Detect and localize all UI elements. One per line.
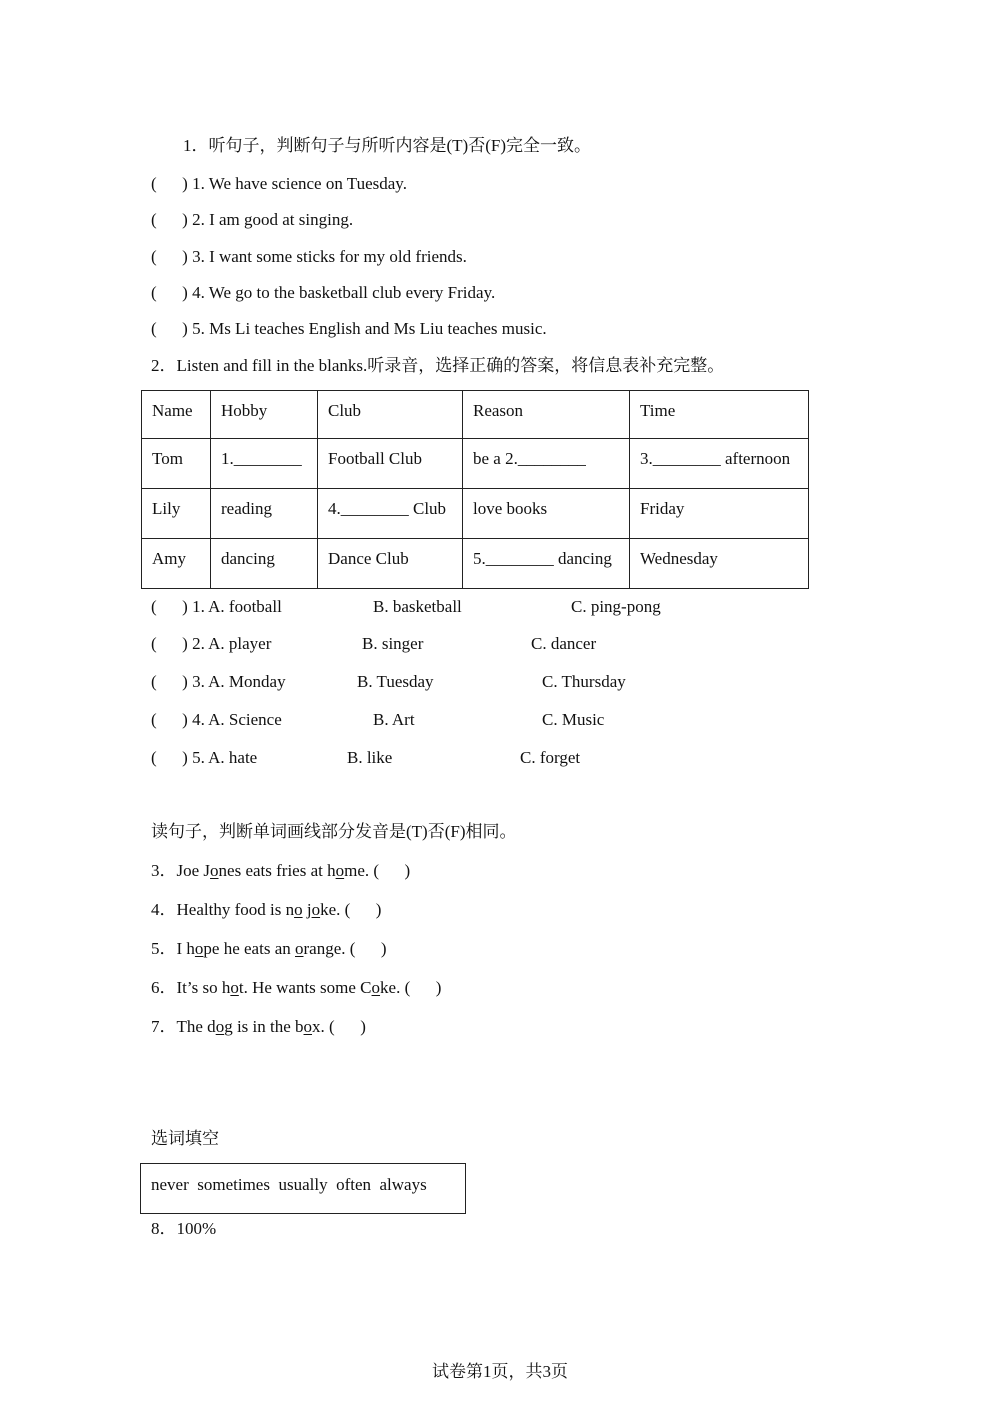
table-cell: Friday (630, 489, 809, 539)
table-cell: be a 2.________ (463, 439, 630, 489)
table-cell: reading (211, 489, 318, 539)
choice-5-a: ( ) 5. A. hate (151, 748, 258, 767)
choice-4-b: B. Art (373, 710, 415, 729)
table-cell: Amy (142, 539, 211, 589)
table-cell: Lily (142, 489, 211, 539)
fill-q8: 8．100% (151, 1219, 217, 1238)
pron-q6: 6．It’s so hot. He wants some Coke. ( ) (151, 978, 442, 997)
table-header-cell: Club (318, 391, 463, 439)
choice-4-a: ( ) 4. A. Science (151, 710, 282, 729)
pron-q7: 7．The dog is in the box. ( ) (151, 1017, 366, 1036)
q2-title: 2．Listen and fill in the blanks.听录音，选择正确的答案，将信息表补充完整。 (151, 356, 725, 375)
pron-q4: 4．Healthy food is no joke. ( ) (151, 900, 382, 919)
table-cell: love books (463, 489, 630, 539)
table-header-cell: Time (630, 391, 809, 439)
table-row (142, 439, 809, 489)
table-cell: dancing (211, 539, 318, 589)
choice-3-c: C. Thursday (542, 672, 626, 691)
table-row (142, 489, 809, 539)
table-header-cell: Reason (463, 391, 630, 439)
choice-2-a: ( ) 2. A. player (151, 634, 272, 653)
choice-3-b: B. Tuesday (357, 672, 434, 691)
choice-1-b: B. basketball (373, 597, 462, 616)
choice-1-c: C. ping-pong (571, 597, 661, 616)
choice-5-b: B. like (347, 748, 393, 767)
fill-title: 选词填空 (151, 1129, 219, 1148)
q1-item-1: ( ) 1. We have science on Tuesday. (151, 174, 407, 193)
pron-q3: 3．Joe Jones eats fries at home. ( ) (151, 861, 411, 880)
q1-item-2: ( ) 2. I am good at singing. (151, 210, 354, 229)
table-header-cell: Hobby (211, 391, 318, 439)
choice-3-a: ( ) 3. A. Monday (151, 672, 286, 691)
table-cell: 3.________ afternoon (630, 439, 809, 489)
choice-5-c: C. forget (520, 748, 581, 767)
q1-title: 1．听句子，判断句子与所听内容是(T)否(F)完全一致。 (183, 136, 591, 155)
word-bank: never sometimes usually often always (140, 1163, 466, 1214)
table-cell: Wednesday (630, 539, 809, 589)
choice-4-c: C. Music (542, 710, 605, 729)
table-cell: Tom (142, 439, 211, 489)
table-header-row (142, 391, 809, 439)
table-cell: Dance Club (318, 539, 463, 589)
q1-item-3: ( ) 3. I want some sticks for my old friends. (151, 247, 467, 266)
pron-title: 读句子，判断单词画线部分发音是(T)否(F)相同。 (151, 822, 517, 841)
choice-1-a: ( ) 1. A. football (151, 597, 282, 616)
page-footer: 试卷第1页，共3页 (432, 1362, 568, 1381)
table-header-cell: Name (142, 391, 211, 439)
table-row (142, 539, 809, 589)
q1-item-5: ( ) 5. Ms Li teaches English and Ms Liu teaches music. (151, 319, 547, 338)
choice-2-b: B. singer (362, 634, 424, 653)
table-cell: 4.________ Club (318, 489, 463, 539)
table-cell: Football Club (318, 439, 463, 489)
table-cell: 1.________ (211, 439, 318, 489)
choice-2-c: C. dancer (531, 634, 597, 653)
table-cell: 5.________ dancing (463, 539, 630, 589)
info-table (141, 390, 809, 589)
pron-q5: 5．I hope he eats an orange. ( ) (151, 939, 387, 958)
q1-item-4: ( ) 4. We go to the basketball club every Friday. (151, 283, 496, 302)
